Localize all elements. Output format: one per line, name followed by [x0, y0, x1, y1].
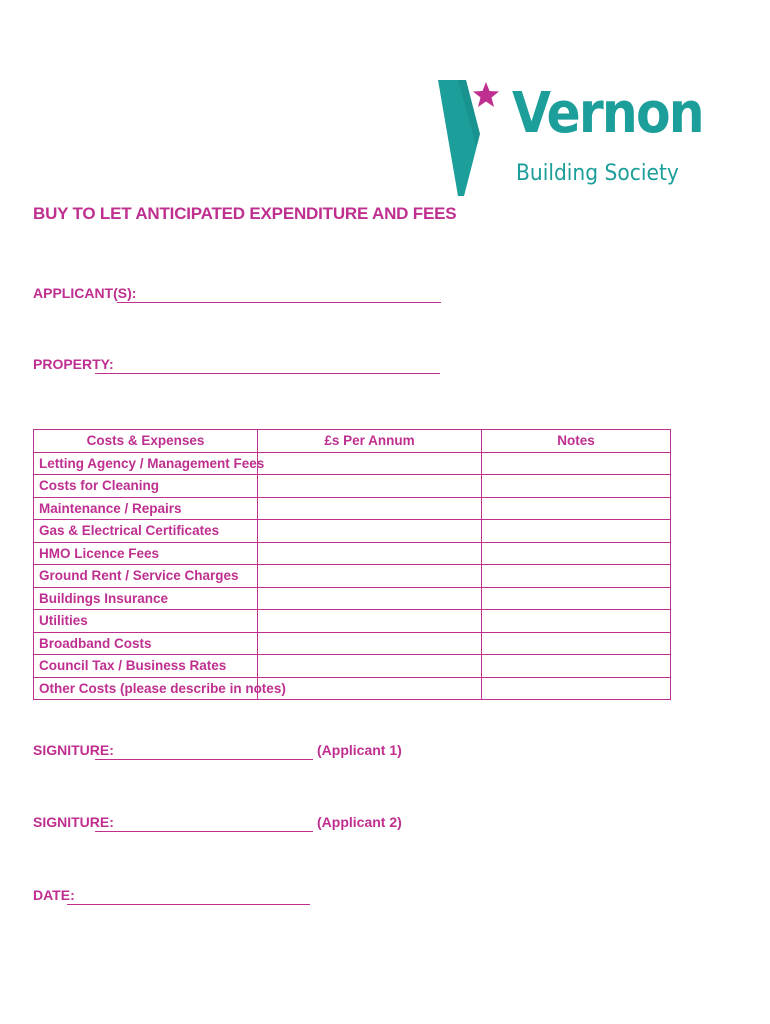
amount-cell[interactable]	[258, 497, 482, 520]
signature-applicant-1	[33, 742, 413, 762]
column-header-notes: Notes	[482, 430, 671, 453]
property-input-line[interactable]	[95, 373, 440, 374]
amount-cell[interactable]	[258, 677, 482, 700]
date-input-line[interactable]	[67, 904, 310, 905]
notes-cell[interactable]	[482, 452, 671, 475]
signature-1-label: SIGNITURE:	[33, 742, 114, 758]
table-row	[34, 475, 671, 498]
notes-cell[interactable]	[482, 632, 671, 655]
date-field	[33, 887, 333, 907]
table-row	[34, 520, 671, 543]
table-row	[34, 610, 671, 633]
notes-cell[interactable]	[482, 587, 671, 610]
cost-item-label: Gas & Electrical Certificates	[34, 520, 258, 543]
notes-cell[interactable]	[482, 610, 671, 633]
cost-item-label: Council Tax / Business Rates	[34, 655, 258, 678]
expenditure-table	[33, 429, 671, 700]
amount-cell[interactable]	[258, 520, 482, 543]
column-header-per-annum: £s Per Annum	[258, 430, 482, 453]
amount-cell[interactable]	[258, 632, 482, 655]
logo-v-mark-icon	[436, 76, 516, 200]
amount-cell[interactable]	[258, 452, 482, 475]
property-label: PROPERTY:	[33, 356, 114, 372]
notes-cell[interactable]	[482, 565, 671, 588]
notes-cell[interactable]	[482, 475, 671, 498]
cost-item-label: Buildings Insurance	[34, 587, 258, 610]
table-row	[34, 587, 671, 610]
amount-cell[interactable]	[258, 610, 482, 633]
notes-cell[interactable]	[482, 655, 671, 678]
date-label: DATE:	[33, 887, 75, 903]
amount-cell[interactable]	[258, 587, 482, 610]
signature-1-suffix: (Applicant 1)	[317, 742, 402, 758]
table-header-row	[34, 430, 671, 453]
amount-cell[interactable]	[258, 565, 482, 588]
table-row	[34, 497, 671, 520]
table-row	[34, 565, 671, 588]
applicant-label: APPLICANT(S):	[33, 285, 137, 301]
column-header-costs: Costs & Expenses	[34, 430, 258, 453]
notes-cell[interactable]	[482, 520, 671, 543]
cost-item-label: Maintenance / Repairs	[34, 497, 258, 520]
applicant-field	[33, 285, 453, 305]
notes-cell[interactable]	[482, 497, 671, 520]
cost-item-label: Broadband Costs	[34, 632, 258, 655]
table-row	[34, 632, 671, 655]
cost-item-label: Utilities	[34, 610, 258, 633]
amount-cell[interactable]	[258, 542, 482, 565]
signature-2-input-line[interactable]	[95, 831, 313, 832]
table-row	[34, 677, 671, 700]
notes-cell[interactable]	[482, 542, 671, 565]
logo-wordmark: Vernon	[512, 81, 703, 146]
cost-item-label: Other Costs (please describe in notes)	[34, 677, 258, 700]
notes-cell[interactable]	[482, 677, 671, 700]
signature-1-input-line[interactable]	[95, 759, 313, 760]
applicant-input-line[interactable]	[117, 302, 441, 303]
cost-item-label: Ground Rent / Service Charges	[34, 565, 258, 588]
form-title: BUY TO LET ANTICIPATED EXPENDITURE AND FEES	[33, 204, 457, 223]
vernon-logo	[436, 76, 703, 200]
signature-applicant-2	[33, 814, 413, 834]
signature-2-label: SIGNITURE:	[33, 814, 114, 830]
property-field	[33, 356, 453, 376]
table-row	[34, 655, 671, 678]
table-row	[34, 542, 671, 565]
table-row	[34, 452, 671, 475]
cost-item-label: Costs for Cleaning	[34, 475, 258, 498]
cost-item-label: Letting Agency / Management Fees	[34, 452, 258, 475]
logo-subtitle: Building Society	[516, 161, 679, 186]
signature-2-suffix: (Applicant 2)	[317, 814, 402, 830]
amount-cell[interactable]	[258, 655, 482, 678]
logo-star-icon	[473, 82, 499, 107]
amount-cell[interactable]	[258, 475, 482, 498]
cost-item-label: HMO Licence Fees	[34, 542, 258, 565]
